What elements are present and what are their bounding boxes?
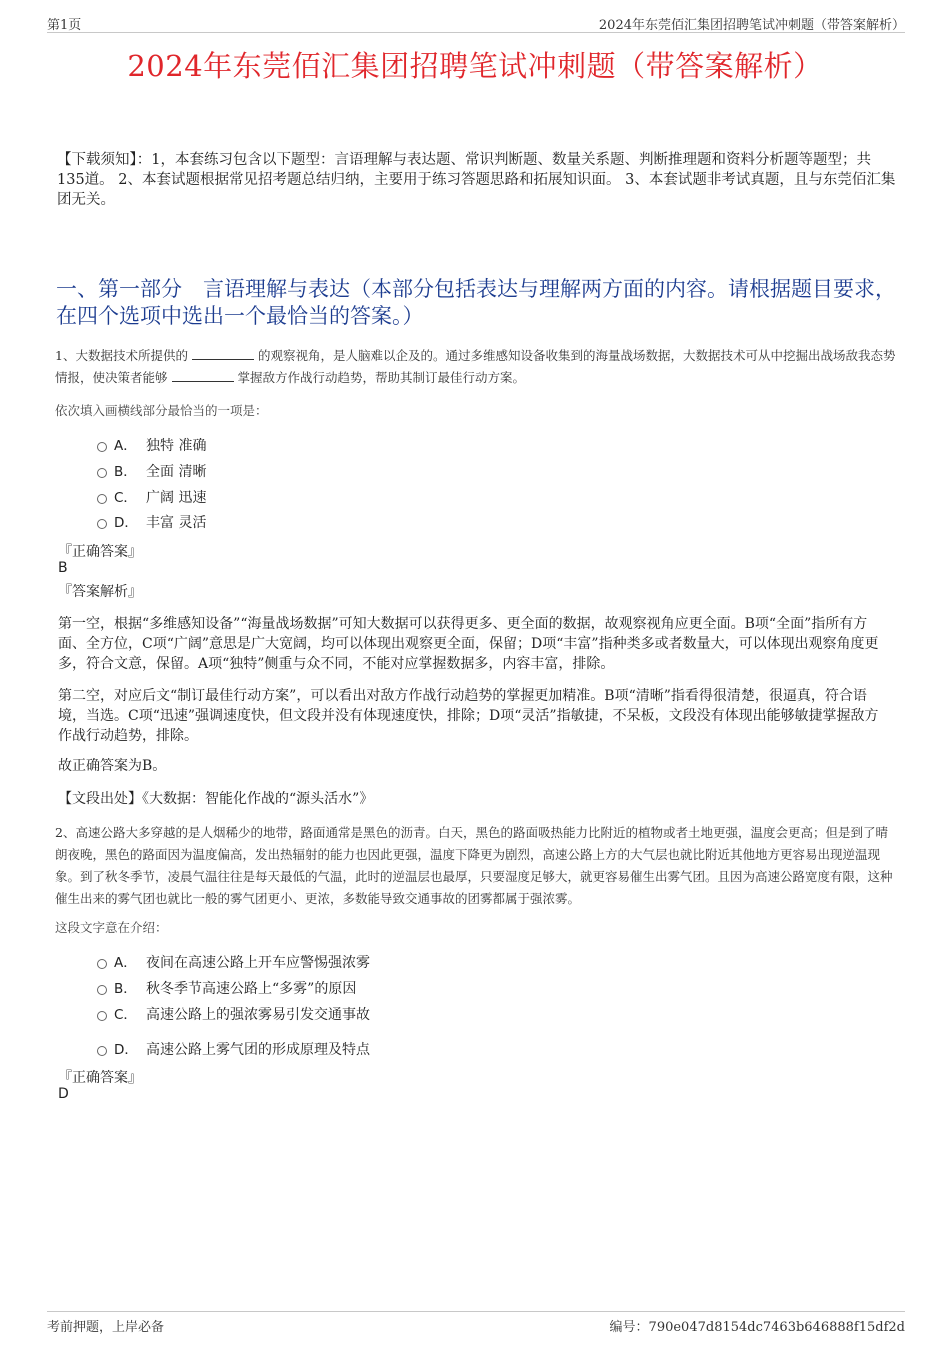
q1-answer-label: 『正确答案』 [58,544,142,560]
q1-source: 【文段出处】《大数据：智能化作战的“源头活水”》 [58,791,374,807]
q1-option-a[interactable] [97,436,206,456]
radio-icon[interactable] [97,985,107,995]
q1-answer: B [58,560,68,576]
option-text: 丰富 灵活 [146,515,207,531]
question-2-prompt: 这段文字意在介绍： [55,920,168,935]
option-text: 广阔 迅速 [146,490,207,506]
radio-icon[interactable] [97,959,107,969]
footer-doc-id: 编号：790e047d8154dc7463b646888f15df2d [609,1320,905,1335]
radio-icon[interactable] [97,1011,107,1021]
q2-answer: D [58,1086,69,1102]
option-text: 高速公路上的强浓雾易引发交通事故 [146,1007,370,1023]
option-letter: A． [114,438,137,454]
question-1-text-part-a: 1、大数据技术所提供的 [55,348,188,363]
radio-icon[interactable] [97,519,107,529]
option-text: 秋冬季节高速公路上“多雾”的原因 [146,981,357,997]
option-text: 高速公路上雾气团的形成原理及特点 [146,1042,370,1058]
option-letter: D． [114,1042,138,1058]
q2-option-a[interactable] [97,953,370,973]
footer-slogan: 考前押题，上岸必备 [47,1320,165,1335]
q2-option-d[interactable] [97,1040,370,1060]
option-letter: B． [114,464,137,480]
q2-answer-label: 『正确答案』 [58,1070,142,1086]
question-2-text: 2、高速公路大多穿越的是人烟稀少的地带，路面通常是黑色的沥青。白天，黑色的路面吸热能力比附近的植物或者土地更强，温度会更高；但是到了晴朗夜晚，黑色的路面因为温度偏高，发出热辐射的能力也因此更强，温度下降更为剧烈，高速公路上方的大气层也就比附近其他地方更容易出现逆温现象。到了秋冬季节，凌晨气温往往是每天最低的气温，此时的逆温层也最厚，只要湿度足够大，就更容易催生出雾气团。且因为高速公路宽度有限，这种催生出来的雾气团也就比一般的雾气团更小、更浓，多数能导致交通事故的团雾都属于强浓雾。 [55,825,893,906]
q1-analysis-label: 『答案解析』 [58,584,142,600]
option-letter: A． [114,955,137,971]
option-text: 独特 准确 [146,438,207,454]
q2-option-b[interactable] [97,979,356,999]
radio-icon[interactable] [97,1046,107,1056]
q1-analysis-paragraph-2: 第二空，对应后文“制订最佳行动方案”，可以看出对敌方作战行动趋势的掌握更加精准。B项“清晰”指看得很清楚，很逼真，符合语境，当选。C项“迅速”强调速度快，但文段并没有体现速度快，排除；D项“灵活”指敏捷，不呆板，文段没有体现出能够敏捷掌握敌方作战行动趋势，排除。 [58,688,879,744]
download-notice: 【下载须知】：1，本套练习包含以下题型：言语理解与表达题、常识判断题、数量关系题、判断推理题和资料分析题等题型；共135道。 2、本套试题根据常见招考题总结归纳，主要用于练习答题思路和拓展知识面。 3、本套试题非考试真题，且与东莞佰汇集团无关。 [57,152,896,208]
document-title: 2024年东莞佰汇集团招聘笔试冲刺题（带答案解析） [127,49,823,83]
question-1-text-part-b: 的观察视角，是人脑难以企及的。通过多维感知设备收集到的海量战场数据，大数据技术可从中挖掘出战场敌我态势情报，使决策者能够 [55,348,896,385]
q1-analysis-paragraph-1: 第一空，根据“多维感知设备”“海量战场数据”可知大数据可以获得更多、更全面的数据，故观察视角应更全面。B项“全面”指所有方面、全方位，C项“广阔”意思是广大宽阔，均可以体现出观察更全面，保留；D项“丰富”指种类多或者数量大，可以体现出观察角度更多，符合文意，保留。A项“独特”侧重与众不同，不能对应掌握数据多，内容丰富，排除。 [58,616,879,672]
q2-option-c[interactable] [97,1005,370,1025]
page-number: 第1页 [47,18,82,33]
option-text: 全面 清晰 [146,464,207,480]
option-letter: B． [114,981,137,997]
option-letter: D． [114,515,138,531]
page-footer [47,1311,905,1335]
question-1-text [55,345,900,389]
section-heading: 一、第一部分 言语理解与表达（本部分包括表达与理解两方面的内容。请根据题目要求，在四个选项中选出一个最恰当的答案。） [56,277,896,328]
radio-icon[interactable] [97,494,107,504]
q1-analysis-conclusion: 故正确答案为B。 [58,758,167,774]
option-letter: C． [114,1007,137,1023]
question-1-prompt: 依次填入画横线部分最恰当的一项是： [55,403,268,418]
q1-option-d[interactable] [97,513,206,533]
question-1-text-part-c: 掌握敌方作战行动趋势，帮助其制订最佳行动方案。 [237,370,525,385]
header-doc-title: 2024年东莞佰汇集团招聘笔试冲刺题（带答案解析） [598,18,905,33]
page-header [47,10,905,33]
q1-option-b[interactable] [97,462,206,482]
radio-icon[interactable] [97,468,107,478]
option-text: 夜间在高速公路上开车应警惕强浓雾 [146,955,370,971]
q1-option-c[interactable] [97,488,206,508]
fill-blank-2 [172,368,234,382]
radio-icon[interactable] [97,442,107,452]
fill-blank-1 [192,346,254,360]
option-letter: C． [114,490,137,506]
